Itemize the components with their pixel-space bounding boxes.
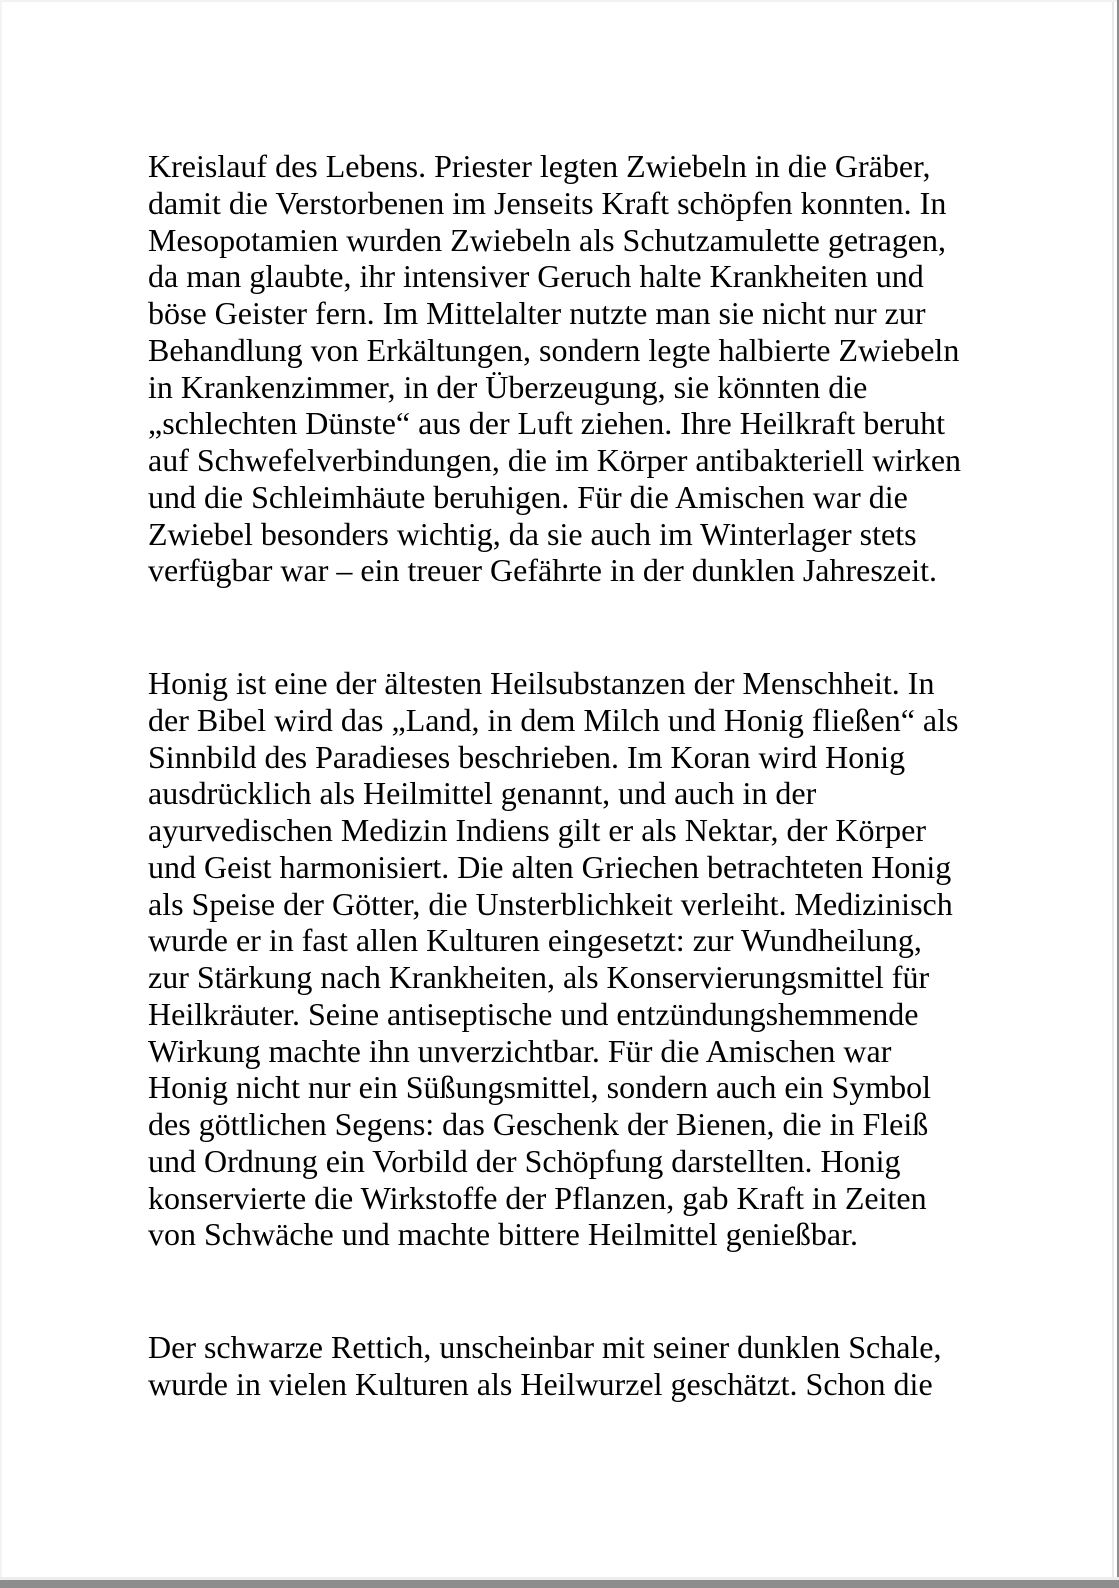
text-line: Der schwarze Rettich, unscheinbar mit seiner dunklen Schale,: [148, 1329, 942, 1365]
text-line: da man glaubte, ihr intensiver Geruch halte Krankheiten und: [148, 258, 924, 295]
text-line: Behandlung von Erkältungen, sondern legte halbierte Zwiebeln: [148, 331, 960, 368]
text-line: Honig ist eine der ältesten Heilsubstanzen der Menschheit. In: [148, 665, 935, 701]
text-line: Zwiebel besonders wichtig, da sie auch im Winterlager stets: [148, 515, 917, 552]
text-line: des göttlichen Segens: das Geschenk der Bienen, die in Fleiß: [148, 1106, 929, 1142]
text-line: Sinnbild des Paradieses beschrieben. Im Koran wird Honig: [148, 738, 906, 775]
text-line: und die Schleimhäute beruhigen. Für die Amischen war die: [148, 478, 908, 515]
text-line: in Krankenzimmer, in der Überzeugung, sie könnten die: [148, 368, 868, 405]
text-line: ayurvedischen Medizin Indiens gilt er als Nektar, der Körper: [148, 812, 926, 848]
text-line: verfügbar war – ein treuer Gefährte in der dunklen Jahreszeit.: [148, 552, 937, 589]
text-line: wurde er in fast allen Kulturen eingesetzt: zur Wundheilung,: [148, 922, 922, 959]
text-line: Mesopotamien wurden Zwiebeln als Schutzamulette getragen,: [148, 221, 946, 258]
text-line: ausdrücklich als Heilmittel genannt, und auch in der: [148, 775, 817, 812]
text-line: böse Geister fern. Im Mittelalter nutzte man sie nicht nur zur: [148, 295, 926, 331]
text-line: Heilkräuter. Seine antiseptische und entzündungshemmende: [148, 995, 919, 1032]
text-line: zur Stärkung nach Krankheiten, als Konservierungsmittel für: [148, 959, 930, 995]
paragraph: [148, 1329, 988, 1403]
text-block: [148, 148, 988, 1403]
text-line: der Bibel wird das „Land, in dem Milch und Honig fließen“ als: [148, 701, 959, 738]
page-edge-left: [0, 0, 2, 1588]
page-edge-top: [0, 0, 1119, 2]
text-line: auf Schwefelverbindungen, die im Körper antibakteriell wirken: [148, 442, 962, 478]
text-line: und Ordnung ein Vorbild der Schöpfung darstellten. Honig: [148, 1142, 901, 1179]
text-line: „schlechten Dünste“ aus der Luft ziehen. Ihre Heilkraft beruht: [148, 405, 945, 442]
page-edge-right: [1112, 2, 1114, 1580]
window-edge-bottom: [0, 1580, 1119, 1588]
text-line: als Speise der Götter, die Unsterblichkeit verleiht. Medizinisch: [148, 885, 953, 922]
text-line: konservierte die Wirkstoffe der Pflanzen, gab Kraft in Zeiten: [148, 1179, 927, 1216]
text-line: Honig nicht nur ein Süßungsmittel, sondern auch ein Symbol: [148, 1069, 932, 1106]
paragraph: [148, 665, 988, 1253]
text-line: von Schwäche und machte bittere Heilmittel genießbar.: [148, 1216, 858, 1253]
text-line: Wirkung machte ihn unverzichtbar. Für die Amischen war: [148, 1032, 892, 1069]
paragraph: [148, 148, 988, 589]
text-line: Kreislauf des Lebens. Priester legten Zwiebeln in die Gräber,: [148, 148, 931, 184]
text-line: damit die Verstorbenen im Jenseits Kraft schöpfen konnten. In: [148, 184, 947, 221]
text-line: wurde in vielen Kulturen als Heilwurzel geschätzt. Schon die: [148, 1365, 933, 1402]
text-line: und Geist harmonisiert. Die alten Griechen betrachteten Honig: [148, 848, 952, 885]
